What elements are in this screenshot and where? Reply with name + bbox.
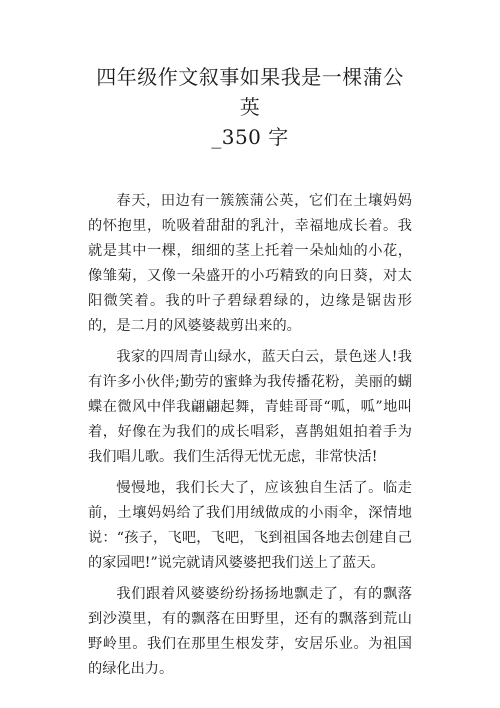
- title-line-1: 四年级作文叙事如果我是一棵蒲公英: [96, 65, 404, 119]
- paragraph: 慢慢地，我们长大了，应该独自生活了。临走前，土壤妈妈给了我们用绒做成的小雨伞，深情地说：“孩子，飞吧，飞吧，飞到祖国各地去创建自己的家园吧!”说完就请风婆婆把我们送上了蓝天。: [88, 480, 412, 571]
- document-title: [88, 62, 412, 152]
- paragraph: 我家的四周青山绿水，蓝天白云，景色迷人!我有许多小伙伴;勤劳的蜜蜂为我传播花粉，美丽的蝴蝶在微风中伴我翩翩起舞，青蛙哥哥“呱，呱”地叫着，好像在为我们的成长唱彩，喜鹊姐姐拍着手为我们唱儿歌。我们生活得无忧无虑，非常快活!: [88, 349, 412, 465]
- paragraph: 春天，田边有一簇簇蒲公英，它们在土壤妈妈的怀抱里，吮吸着甜甜的乳汁，幸福地成长着。我就是其中一棵，细细的茎上托着一朵灿灿的小花，像雏菊，又像一朵盛开的小巧精致的向日葵，对太阳微笑着。我的叶子碧绿碧绿的，边缘是锯齿形的，是二月的风婆婆裁剪出来的。: [88, 193, 412, 334]
- title-line-2: _350 字: [211, 125, 289, 149]
- paragraph: 我们跟着风婆婆纷纷扬扬地飘走了，有的飘落到沙漠里，有的飘落在田野里，还有的飘落到荒山野岭里。我们在那里生根发芽，安居乐业。为祖国的绿化出力。: [88, 586, 412, 677]
